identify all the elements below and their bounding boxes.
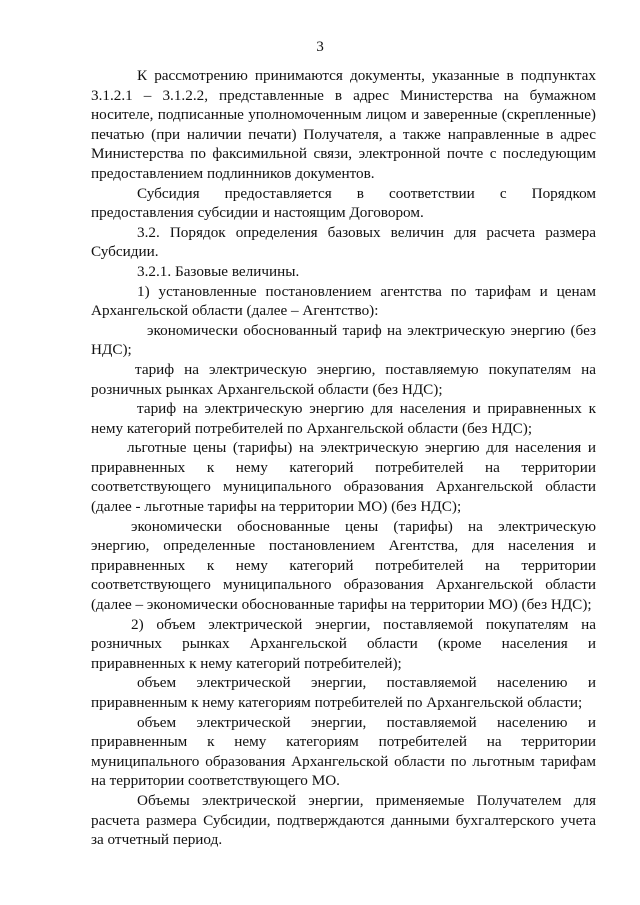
paragraph-preferential-prices: льготные цены (тарифы) на электрическую энергию для населения и приравненных к нему категорий потребителей на территории соответствующего муниципального образования Архангельской области (далее - льготные тарифы на территории МО) (без НДС);: [91, 439, 596, 516]
page-number: 3: [316, 38, 324, 55]
paragraph-subsidy-provision: Субсидия предоставляется в соответствии с Порядком предоставления субсидии и настоящим Договором.: [91, 184, 596, 222]
section-heading-3-2: 3.2. Порядок определения базовых величин для расчета размера Субсидии.: [91, 223, 596, 261]
document-body: [91, 66, 596, 850]
paragraph-economic-prices: экономически обоснованные цены (тарифы) на электрическую энергию, определенные постановлением Агентства, для населения и приравненных к нему категорий потребителей на территории соответствующего муниципального образования Архангельской области (далее – экономически обоснованные тарифы на территории МО) (без НДС);: [91, 517, 596, 614]
paragraph-documents-acceptance: К рассмотрению принимаются документы, указанные в подпунктах 3.1.2.1 – 3.1.2.2, представленные в адрес Министерства на бумажном носителе, подписанные уполномоченным лицом и заверенные (скрепленные) печатью (при наличии печати) Получателя, а также направленные в адрес Министерства по факсимильной связи, электронной почте с последующим предоставлением подлинников документов.: [91, 67, 596, 182]
paragraph-population-volume: объем электрической энергии, поставляемой населению и приравненным к нему категориям потребителей по Архангельской области;: [91, 674, 596, 711]
paragraph-volume-confirmation: Объемы электрической энергии, применяемые Получателем для расчета размера Субсидии, подтверждаются данными бухгалтерского учета за отчетный период.: [91, 791, 596, 849]
paragraph-population-tariff: тариф на электрическую энергию для населения и приравненных к нему категорий потребителей по Архангельской области (без НДС);: [91, 400, 596, 437]
paragraph-retail-tariff: тариф на электрическую энергию, поставляемую покупателям на розничных рынках Архангельской области (без НДС);: [91, 360, 596, 398]
paragraph-economic-tariff: экономически обоснованный тариф на электрическую энергию (без НДС);: [91, 321, 596, 359]
section-heading-3-2-1: 3.2.1. Базовые величины.: [137, 262, 300, 280]
list-item-1: 1) установленные постановлением агентства по тарифам и ценам Архангельской области (далее – Агентство):: [91, 282, 596, 320]
list-item-2: 2) объем электрической энергии, поставляемой покупателям на розничных рынках Архангельской области (кроме населения и приравненных к нему категорий потребителей);: [91, 615, 596, 672]
paragraph-preferential-volume: объем электрической энергии, поставляемой населению и приравненным к нему категориям потребителей на территории муниципального образования Архангельской области по льготным тарифам на территории соответствующего МО.: [91, 713, 596, 790]
